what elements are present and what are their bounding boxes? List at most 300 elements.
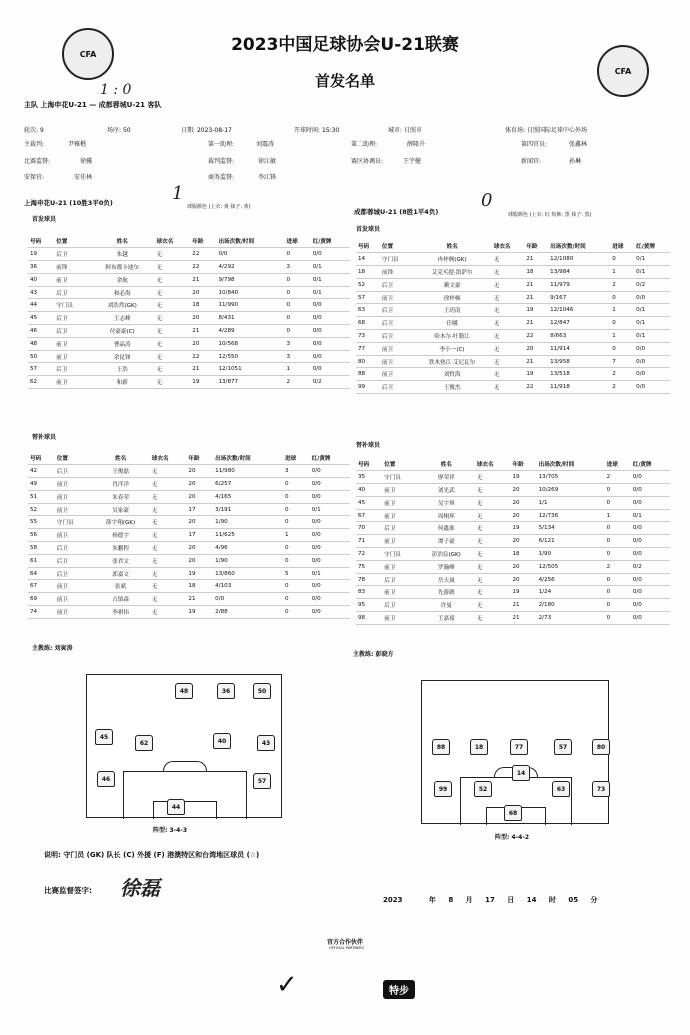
table-row bbox=[356, 342, 670, 355]
table-cell: 李祺伟 bbox=[91, 606, 149, 619]
table-cell: 无 bbox=[155, 261, 191, 274]
column-header: 出场次数/时间 bbox=[213, 452, 283, 465]
table-cell: 20 bbox=[511, 496, 537, 509]
table-cell: 杨德宇 bbox=[91, 529, 149, 542]
table-cell: 80 bbox=[356, 355, 380, 368]
table-cell: 18 bbox=[190, 299, 216, 312]
table-cell: 20 bbox=[186, 542, 213, 555]
table-cell: 0/0 bbox=[631, 548, 670, 561]
table-cell: 98 bbox=[356, 612, 382, 625]
home-starters-label: 首发球员 bbox=[32, 216, 57, 223]
table-row bbox=[356, 330, 670, 343]
away-formation-pitch bbox=[421, 680, 609, 824]
table-cell: 21 bbox=[524, 291, 548, 304]
table-cell: 无 bbox=[475, 560, 511, 573]
table-cell: 肖洋洋 bbox=[91, 478, 149, 491]
table-cell: 张君文 bbox=[91, 554, 149, 567]
table-cell: 22 bbox=[524, 330, 548, 343]
table-cell: 20 bbox=[186, 478, 213, 491]
column-header: 进球 bbox=[605, 458, 631, 471]
table-cell: 0 bbox=[283, 554, 310, 567]
table-cell: 71 bbox=[356, 535, 382, 548]
table-cell: 无 bbox=[475, 522, 511, 535]
table-cell: 12/1051 bbox=[216, 363, 284, 376]
table-cell: 0/0 bbox=[310, 465, 350, 478]
table-cell: 55 bbox=[28, 516, 55, 529]
table-row bbox=[356, 548, 670, 561]
table-cell: 14 bbox=[356, 253, 380, 266]
table-cell: 52 bbox=[356, 278, 380, 291]
table-cell: 18 bbox=[186, 580, 213, 593]
table-cell: 后卫 bbox=[54, 363, 90, 376]
column-header: 进球 bbox=[283, 452, 310, 465]
table-cell: 罗瀚峰 bbox=[418, 560, 475, 573]
table-cell: 0 bbox=[605, 599, 631, 612]
table-row bbox=[28, 580, 350, 593]
table-cell: 0 bbox=[605, 522, 631, 535]
table-cell: 朱越 bbox=[90, 248, 155, 261]
table-cell: 45 bbox=[28, 312, 54, 325]
table-cell: 12/1046 bbox=[548, 304, 610, 317]
table-cell: 前卫 bbox=[55, 490, 92, 503]
home-team-title: 上海申花U-21 (10胜3平0负) bbox=[24, 199, 113, 207]
home-coach: 主教练: 刘寅涛 bbox=[32, 645, 73, 652]
table-cell: 21 bbox=[524, 317, 548, 330]
table-cell: 冉梓枫(GK) bbox=[412, 253, 491, 266]
table-row bbox=[356, 317, 670, 330]
table-cell: 57 bbox=[28, 363, 54, 376]
table-cell: 0 bbox=[605, 535, 631, 548]
table-cell: 1/1 bbox=[537, 496, 605, 509]
table-cell: 11/990 bbox=[216, 299, 284, 312]
table-cell: 62 bbox=[28, 376, 54, 389]
table-cell: 13/705 bbox=[537, 471, 605, 484]
table-cell: 前卫 bbox=[55, 478, 92, 491]
column-header: 年龄 bbox=[186, 452, 213, 465]
table-cell: 郭嘉文 bbox=[91, 567, 149, 580]
table-cell: 20 bbox=[524, 342, 548, 355]
table-cell: 薛宇翔(GK) bbox=[91, 516, 149, 529]
table-row bbox=[28, 567, 350, 580]
table-cell: 56 bbox=[28, 529, 55, 542]
table-cell: 52 bbox=[28, 503, 55, 516]
table-cell: 无 bbox=[492, 368, 525, 381]
table-cell: 1 bbox=[610, 330, 634, 343]
table-cell: 无 bbox=[492, 291, 525, 304]
table-cell: 0/0 bbox=[310, 516, 350, 529]
table-cell: 无 bbox=[475, 496, 511, 509]
home-hand-mark: 1 bbox=[172, 183, 184, 204]
table-cell: 0 bbox=[283, 580, 310, 593]
table-cell: 无 bbox=[492, 381, 525, 394]
column-header: 进球 bbox=[610, 240, 634, 253]
table-cell: 余航 bbox=[90, 273, 155, 286]
column-header: 姓名 bbox=[412, 240, 491, 253]
table-cell: 无 bbox=[150, 478, 187, 491]
table-cell: 20 bbox=[511, 509, 537, 522]
table-cell: 19 bbox=[186, 606, 213, 619]
column-header: 球衣名 bbox=[475, 458, 511, 471]
match-teams: 主队 上海申花U-21 — 成都蓉城U-21 客队 bbox=[24, 101, 162, 109]
table-cell: 21 bbox=[511, 612, 537, 625]
table-cell: 20 bbox=[190, 337, 216, 350]
official-ar2: 第二助理: 薛隆升 bbox=[351, 141, 426, 148]
player-shirt: 77 bbox=[510, 739, 528, 755]
away-kit: 球服颜色 (上衣: 红 短裤: 黑 袜子: 黑) bbox=[508, 212, 592, 218]
table-cell: 彭浩宸(GK) bbox=[418, 548, 475, 561]
table-cell: 22 bbox=[524, 381, 548, 394]
partners-label: 官方合作伙伴 bbox=[327, 939, 364, 946]
table-cell: 前卫 bbox=[382, 612, 418, 625]
table-cell: 13/518 bbox=[548, 368, 610, 381]
player-shirt: 36 bbox=[217, 683, 235, 699]
table-cell: 21 bbox=[190, 363, 216, 376]
table-cell: 无 bbox=[475, 599, 511, 612]
column-header: 位置 bbox=[54, 235, 90, 248]
table-cell: 0/0 bbox=[631, 535, 670, 548]
table-cell: 朱春荣 bbox=[91, 490, 149, 503]
table-cell: 无 bbox=[155, 376, 191, 389]
table-cell: 11/914 bbox=[548, 342, 610, 355]
column-header: 出场次数/时间 bbox=[548, 240, 610, 253]
table-cell: 无 bbox=[150, 465, 187, 478]
table-row bbox=[356, 612, 670, 625]
home-subs-label: 替补球员 bbox=[32, 434, 57, 441]
table-cell: 0/0 bbox=[213, 593, 283, 606]
table-cell: 19 bbox=[524, 304, 548, 317]
table-cell: 赖文豪 bbox=[412, 278, 491, 291]
table-cell: 20 bbox=[186, 465, 213, 478]
table-cell: 48 bbox=[28, 337, 54, 350]
table-cell: 后卫 bbox=[382, 573, 418, 586]
table-cell: 无 bbox=[492, 304, 525, 317]
table-cell: 0/1 bbox=[311, 273, 350, 286]
table-cell: 4/165 bbox=[213, 490, 283, 503]
xtep-logo: 特步 bbox=[383, 980, 415, 999]
sign-date: 2023 年 8 月 17 日 14 时 05 分 bbox=[383, 896, 598, 904]
table-cell: 0 bbox=[605, 548, 631, 561]
table-cell: 5 bbox=[283, 567, 310, 580]
column-header: 姓名 bbox=[90, 235, 155, 248]
table-cell: 无 bbox=[475, 535, 511, 548]
table-cell: 74 bbox=[28, 606, 55, 619]
column-header: 号码 bbox=[356, 458, 382, 471]
table-cell: 57 bbox=[356, 291, 380, 304]
round: 轮次: 9 bbox=[24, 127, 44, 134]
table-cell: 19 bbox=[511, 471, 537, 484]
table-cell: 和新 bbox=[90, 376, 155, 389]
column-header: 号码 bbox=[28, 452, 55, 465]
table-row bbox=[28, 286, 350, 299]
table-row bbox=[28, 554, 350, 567]
table-cell: 无 bbox=[155, 286, 191, 299]
table-cell: 13/958 bbox=[548, 355, 610, 368]
table-header bbox=[356, 240, 670, 253]
table-cell: 0 bbox=[283, 490, 310, 503]
match-no: 场序: 50 bbox=[107, 127, 131, 134]
table-cell: 0/0 bbox=[310, 490, 350, 503]
table-cell: 0 bbox=[605, 496, 631, 509]
player-shirt: 48 bbox=[175, 683, 193, 699]
table-row bbox=[28, 490, 350, 503]
table-cell: 朱鹏程 bbox=[91, 542, 149, 555]
table-cell: 前卫 bbox=[382, 484, 418, 497]
table-cell: 40 bbox=[28, 273, 54, 286]
table-cell: 前卫 bbox=[55, 529, 92, 542]
table-cell: 王志峰 bbox=[90, 312, 155, 325]
table-cell: 0 bbox=[283, 542, 310, 555]
table-cell: 后卫 bbox=[55, 542, 92, 555]
table-cell: 10/568 bbox=[216, 337, 284, 350]
player-shirt: 62 bbox=[135, 735, 153, 751]
table-row bbox=[356, 560, 670, 573]
table-cell: 3/191 bbox=[213, 503, 283, 516]
table-cell: 后卫 bbox=[382, 599, 418, 612]
table-cell: 0/0 bbox=[631, 573, 670, 586]
column-header: 红/黄牌 bbox=[311, 235, 350, 248]
official-supervisor: 比赛监督: 徐骥 bbox=[24, 158, 93, 165]
table-cell: 0/1 bbox=[310, 503, 350, 516]
table-cell: 后卫 bbox=[55, 567, 92, 580]
table-row bbox=[28, 350, 350, 363]
table-cell: 0/1 bbox=[311, 286, 350, 299]
table-cell: 后卫 bbox=[55, 554, 92, 567]
column-header: 出场次数/时间 bbox=[537, 458, 605, 471]
table-cell: 6/121 bbox=[537, 535, 605, 548]
table-row bbox=[356, 535, 670, 548]
player-shirt: 14 bbox=[512, 765, 530, 781]
table-row bbox=[28, 465, 350, 478]
table-cell: 徐梓枫 bbox=[412, 291, 491, 304]
table-cell: 12/550 bbox=[216, 350, 284, 363]
table-cell: 前卫 bbox=[54, 273, 90, 286]
table-row bbox=[28, 503, 350, 516]
table-row bbox=[356, 368, 670, 381]
player-shirt: 50 bbox=[253, 683, 271, 699]
table-cell: 无 bbox=[155, 312, 191, 325]
away-team-title: 成都蓉城U-21 (8胜1平4负) bbox=[354, 208, 439, 216]
table-cell: 11/918 bbox=[548, 381, 610, 394]
player-shirt: 40 bbox=[213, 733, 231, 749]
table-cell: 刘浩然(GK) bbox=[90, 299, 155, 312]
table-cell: 58 bbox=[28, 542, 55, 555]
table-cell: 61 bbox=[28, 554, 55, 567]
column-header: 号码 bbox=[356, 240, 380, 253]
player-shirt: 52 bbox=[474, 781, 492, 797]
table-cell: 83 bbox=[356, 586, 382, 599]
table-cell: 67 bbox=[356, 509, 382, 522]
player-shirt: 18 bbox=[470, 739, 488, 755]
table-cell: 18 bbox=[524, 266, 548, 279]
table-cell: 0 bbox=[285, 299, 311, 312]
home-starters-table bbox=[28, 235, 350, 389]
table-cell: 8/663 bbox=[548, 330, 610, 343]
player-shirt: 46 bbox=[97, 771, 115, 787]
table-cell: 前卫 bbox=[380, 368, 413, 381]
table-cell: 1/24 bbox=[537, 586, 605, 599]
table-cell: 70 bbox=[356, 522, 382, 535]
column-header: 进球 bbox=[285, 235, 311, 248]
table-cell: 44 bbox=[28, 299, 54, 312]
table-cell: 21 bbox=[511, 599, 537, 612]
table-cell: 0/0 bbox=[631, 612, 670, 625]
table-cell: 20 bbox=[511, 484, 537, 497]
table-cell: 0 bbox=[285, 248, 311, 261]
table-cell: 守门员 bbox=[55, 516, 92, 529]
table-cell: 6/257 bbox=[213, 478, 283, 491]
table-cell: 0 bbox=[285, 325, 311, 338]
table-cell: 49 bbox=[28, 478, 55, 491]
table-cell: 0 bbox=[283, 606, 310, 619]
table-row bbox=[356, 381, 670, 394]
table-row bbox=[28, 376, 350, 389]
page-title: 2023中国足球协会U-21联赛 bbox=[231, 35, 459, 55]
table-cell: 前卫 bbox=[380, 291, 413, 304]
table-row bbox=[356, 573, 670, 586]
table-row bbox=[28, 337, 350, 350]
table-row bbox=[28, 363, 350, 376]
table-cell: 0/1 bbox=[634, 253, 670, 266]
table-cell: 0/0 bbox=[310, 554, 350, 567]
table-cell: 17 bbox=[186, 529, 213, 542]
page-subtitle: 首发名单 bbox=[314, 72, 375, 90]
table-cell: 前卫 bbox=[382, 586, 418, 599]
table-cell: 0/0 bbox=[311, 350, 350, 363]
table-row bbox=[356, 355, 670, 368]
column-header: 位置 bbox=[380, 240, 413, 253]
table-row bbox=[356, 484, 670, 497]
player-shirt: 57 bbox=[253, 773, 271, 789]
column-header: 球衣名 bbox=[492, 240, 525, 253]
table-row bbox=[356, 496, 670, 509]
table-cell: 2/180 bbox=[537, 599, 605, 612]
table-cell: 无 bbox=[150, 554, 187, 567]
player-shirt: 43 bbox=[257, 735, 275, 751]
table-cell: 无 bbox=[150, 503, 187, 516]
official-security: 安保官: 安佳林 bbox=[24, 174, 93, 181]
column-header: 年龄 bbox=[511, 458, 537, 471]
table-cell: 前锋 bbox=[54, 261, 90, 274]
table-cell: 12/1080 bbox=[548, 253, 610, 266]
table-cell: 占镇森 bbox=[91, 593, 149, 606]
table-cell: 0/0 bbox=[311, 363, 350, 376]
venue: 体育场: 日照国际足球中心外场 bbox=[505, 127, 587, 134]
column-header: 球衣名 bbox=[150, 452, 187, 465]
city: 城市: 日照市 bbox=[388, 127, 422, 134]
table-cell: 无 bbox=[492, 253, 525, 266]
player-shirt: 44 bbox=[167, 799, 185, 815]
table-cell: 3 bbox=[283, 465, 310, 478]
table-cell: 吴家豪 bbox=[91, 503, 149, 516]
table-cell: 68 bbox=[356, 317, 380, 330]
table-cell: 0/1 bbox=[634, 266, 670, 279]
table-cell: 0/0 bbox=[311, 312, 350, 325]
table-cell: 2 bbox=[610, 278, 634, 291]
table-cell: 前卫 bbox=[382, 560, 418, 573]
column-header: 出场次数/时间 bbox=[216, 235, 284, 248]
table-cell: 0 bbox=[285, 273, 311, 286]
table-cell: 无 bbox=[155, 248, 191, 261]
column-header: 年龄 bbox=[524, 240, 548, 253]
table-cell: 50 bbox=[28, 350, 54, 363]
table-cell: 后卫 bbox=[54, 286, 90, 299]
table-cell: 22 bbox=[190, 248, 216, 261]
table-cell: 无 bbox=[475, 484, 511, 497]
table-cell: 前卫 bbox=[55, 593, 92, 606]
table-cell: 11/625 bbox=[213, 529, 283, 542]
table-cell: 67 bbox=[28, 580, 55, 593]
table-cell: 0 bbox=[285, 312, 311, 325]
match-date: 日期: 2023-08-17 bbox=[181, 127, 232, 134]
table-cell: 19 bbox=[190, 376, 216, 389]
table-cell: 18 bbox=[356, 266, 380, 279]
table-cell: 后卫 bbox=[382, 522, 418, 535]
table-cell: 0/0 bbox=[634, 381, 670, 394]
table-cell: 0/0 bbox=[311, 337, 350, 350]
table-cell: 3 bbox=[285, 337, 311, 350]
table-cell: 21 bbox=[524, 355, 548, 368]
table-cell: 3 bbox=[285, 261, 311, 274]
table-cell: 李小一(C) bbox=[412, 342, 491, 355]
player-shirt: 80 bbox=[592, 739, 610, 755]
table-cell: 0/0 bbox=[216, 248, 284, 261]
table-cell: 0/0 bbox=[310, 478, 350, 491]
table-cell: 0/1 bbox=[311, 261, 350, 274]
table-cell: 无 bbox=[475, 471, 511, 484]
table-cell: 0 bbox=[285, 286, 311, 299]
table-header bbox=[28, 452, 350, 465]
table-cell: 张斌 bbox=[91, 580, 149, 593]
table-cell: 王嘉祾 bbox=[418, 612, 475, 625]
table-cell: 13/877 bbox=[216, 376, 284, 389]
table-cell: 9/798 bbox=[216, 273, 284, 286]
table-cell: 19 bbox=[28, 248, 54, 261]
cfa-logo-right: CFA bbox=[597, 45, 649, 97]
table-cell: 前卫 bbox=[380, 355, 413, 368]
table-cell: 后卫 bbox=[54, 312, 90, 325]
table-row bbox=[28, 516, 350, 529]
table-cell: 4/103 bbox=[213, 580, 283, 593]
official-ref-assessor: 裁判监督: 徐江敏 bbox=[208, 158, 277, 165]
table-cell: 刘光武 bbox=[418, 484, 475, 497]
table-cell: 前卫 bbox=[382, 535, 418, 548]
table-cell: 守门员 bbox=[382, 471, 418, 484]
table-cell: 后卫 bbox=[380, 381, 413, 394]
table-cell: 0 bbox=[283, 503, 310, 516]
table-cell: 1 bbox=[610, 304, 634, 317]
table-cell: 75 bbox=[356, 560, 382, 573]
table-cell: 后卫 bbox=[380, 278, 413, 291]
table-cell: 谭子豪 bbox=[418, 535, 475, 548]
table-cell: 无 bbox=[492, 355, 525, 368]
table-cell: 任曦 bbox=[412, 317, 491, 330]
table-cell: 王俊磊 bbox=[91, 465, 149, 478]
table-cell: 20 bbox=[190, 312, 216, 325]
table-cell: 0/2 bbox=[311, 376, 350, 389]
table-row bbox=[28, 299, 350, 312]
table-row bbox=[356, 266, 670, 279]
table-cell: 13/860 bbox=[213, 567, 283, 580]
table-cell: 0/0 bbox=[631, 586, 670, 599]
official-referee: 主裁判: 尹雅楷 bbox=[24, 141, 87, 148]
table-cell: 无 bbox=[150, 580, 187, 593]
table-cell: 21 bbox=[190, 273, 216, 286]
away-subs-label: 替补球员 bbox=[356, 442, 381, 449]
table-row bbox=[28, 606, 350, 619]
table-cell: 无 bbox=[492, 330, 525, 343]
home-subs-table bbox=[28, 452, 350, 619]
player-shirt: 45 bbox=[95, 729, 113, 745]
